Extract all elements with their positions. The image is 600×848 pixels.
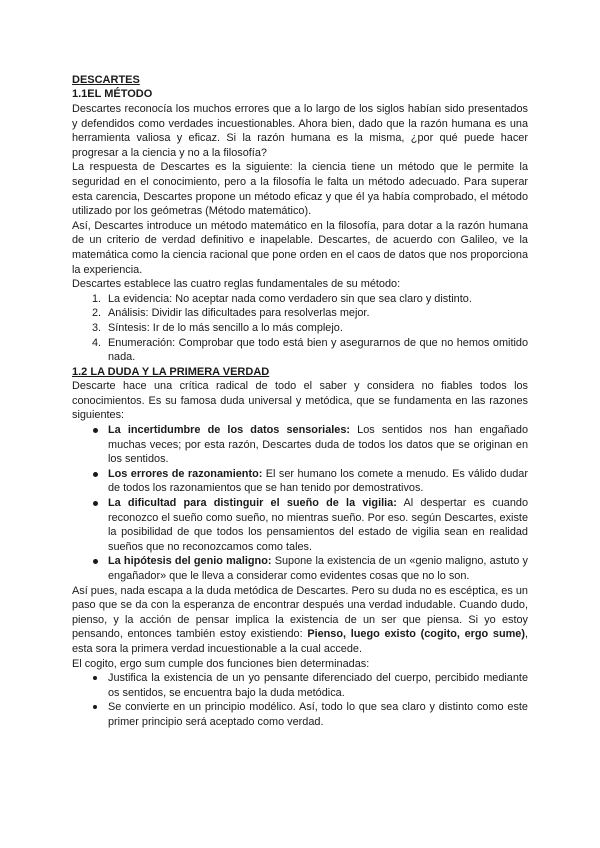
doubt-reasons-list	[72, 423, 528, 584]
paragraph: Así, Descartes introduce un método matemático en la filosofía, para dotar a la razón humana de un criterio de verdad definitivo e inapelable. Descartes, de acuerdo con Galileo, ve la matemática como la ciencia racional que pone orden en el caos de datos que nos proporciona la experiencia.	[72, 219, 528, 276]
bullet-icon	[93, 676, 97, 680]
list-item-text: Justifica la existencia de un yo pensante diferenciado del cuerpo, percibido mediante os sentidos, se encuentra bajo la duda metódica.	[108, 672, 528, 699]
cogito-functions-list	[72, 671, 528, 729]
paragraph-text: , esta sora la primera verdad incuestionable a la cual accede.	[72, 628, 528, 655]
bullet-icon	[93, 559, 98, 564]
reason-text: Supone la existencia de un «genio maligno, astuto y engañador» que le lleva a considerar como evidentes cosas que no lo son.	[108, 555, 528, 582]
list-item	[92, 496, 528, 554]
paragraph: Descartes reconocía los muchos errores que a lo largo de los siglos habían sido presentados y defendidos como verdades incuestionables. Ahora bien, dado que la razón humana es una herramienta valiosa y eficaz. Si la razón humana es la misma, ¿por qué puede hacer progresar a la ciencia y no a la filosofía?	[72, 103, 528, 159]
bullet-icon	[93, 501, 98, 506]
list-number: 2.	[92, 307, 102, 320]
document-title: DESCARTES	[72, 74, 140, 86]
paragraph: La respuesta de Descartes es la siguiente: la ciencia tiene un método que le permite la seguridad en el conocimiento, pero a la filosofía le falta un método adecuado. Para superar esta carencia, Descartes propone un método eficaz y que él ya había comprobado, el método utilizado por los geómetras (Método matemático).	[72, 161, 528, 218]
bullet-icon	[93, 428, 98, 433]
paragraph: El cogito, ergo sum cumple dos funciones bien determinadas:	[72, 657, 370, 670]
bullet-icon	[93, 705, 97, 709]
method-rules-list	[72, 292, 528, 365]
reason-title: La hipótesis del genio maligno:	[108, 555, 272, 568]
list-item	[92, 554, 528, 583]
section-heading-method: 1.1EL MÉTODO	[72, 88, 153, 101]
section-heading-doubt: 1.2 LA DUDA Y LA PRIMERA VERDAD	[72, 365, 270, 378]
list-number: 1.	[92, 292, 102, 305]
list-item	[92, 467, 528, 496]
bullet-icon	[93, 472, 98, 477]
list-item-text: Enumeración: Comprobar que todo está bien y asegurarnos de que no hemos omitido nada.	[108, 336, 528, 364]
paragraph-cogito	[72, 584, 528, 657]
list-item	[92, 423, 528, 467]
reason-title: La dificultad para distinguir el sueño de la vigilia:	[108, 497, 397, 510]
list-number: 3.	[92, 321, 102, 334]
list-item	[92, 292, 528, 307]
list-item-text: Se convierte en un principio modélico. Así, todo lo que sea claro y distinto como este primer principio será aceptado como verdad.	[108, 701, 528, 728]
reason-text: Al despertar es cuando reconozco el sueño como sueño, no mientras sueño. Por eso. según Descartes, existe la posibilidad de que todos los pensamientos del estado de vigilia sean en realidad sueños que no reconozcamos como tales.	[108, 497, 528, 553]
reason-title: Los errores de razonamiento:	[108, 467, 263, 480]
reason-text: El ser humano los comete a menudo. Es válido dudar de todos los razonamientos que se han tenido por demostrativos.	[108, 467, 528, 495]
list-item-text: Síntesis: Ir de lo más sencillo a lo más complejo.	[108, 321, 343, 334]
list-item	[92, 671, 528, 700]
cogito-phrase: Pienso, luego existo (cogito, ergo sume)	[307, 628, 525, 641]
list-item-text: Análisis: Dividir las dificultades para resolverlas mejor.	[108, 307, 370, 320]
reason-text: Los sentidos nos han engañado muchas veces; por esta razón, Descartes duda de todos los datos que se originan en los sentidos.	[108, 424, 529, 466]
list-item	[92, 306, 528, 321]
list-item-text: La evidencia: No aceptar nada como verdadero sin que sea claro y distinto.	[108, 292, 472, 305]
list-item	[92, 700, 528, 729]
paragraph-text: Así pues, nada escapa a la duda metódica de Descartes. Pero su duda no es escéptica, es un paso que se da con la esperanza de encontrar después una verdad indudable. Cuando dudo, pienso, y la acción de pensar implica la existencia de un ser que piensa. Si yo estoy pensando, entonces también estoy existiendo:	[72, 584, 528, 641]
list-item	[92, 321, 528, 336]
list-item	[92, 336, 528, 365]
paragraph: Descarte hace una crítica radical de todo el saber y considera no fiables todos los conocimientos. Es su famosa duda universal y metódica, que se fundamenta en las razones siguientes:	[72, 380, 528, 422]
paragraph: Descartes establece las cuatro reglas fundamentales de su método:	[72, 278, 401, 291]
list-number: 4.	[92, 336, 102, 349]
reason-title: La incertidumbre de los datos sensoriales:	[108, 424, 351, 437]
